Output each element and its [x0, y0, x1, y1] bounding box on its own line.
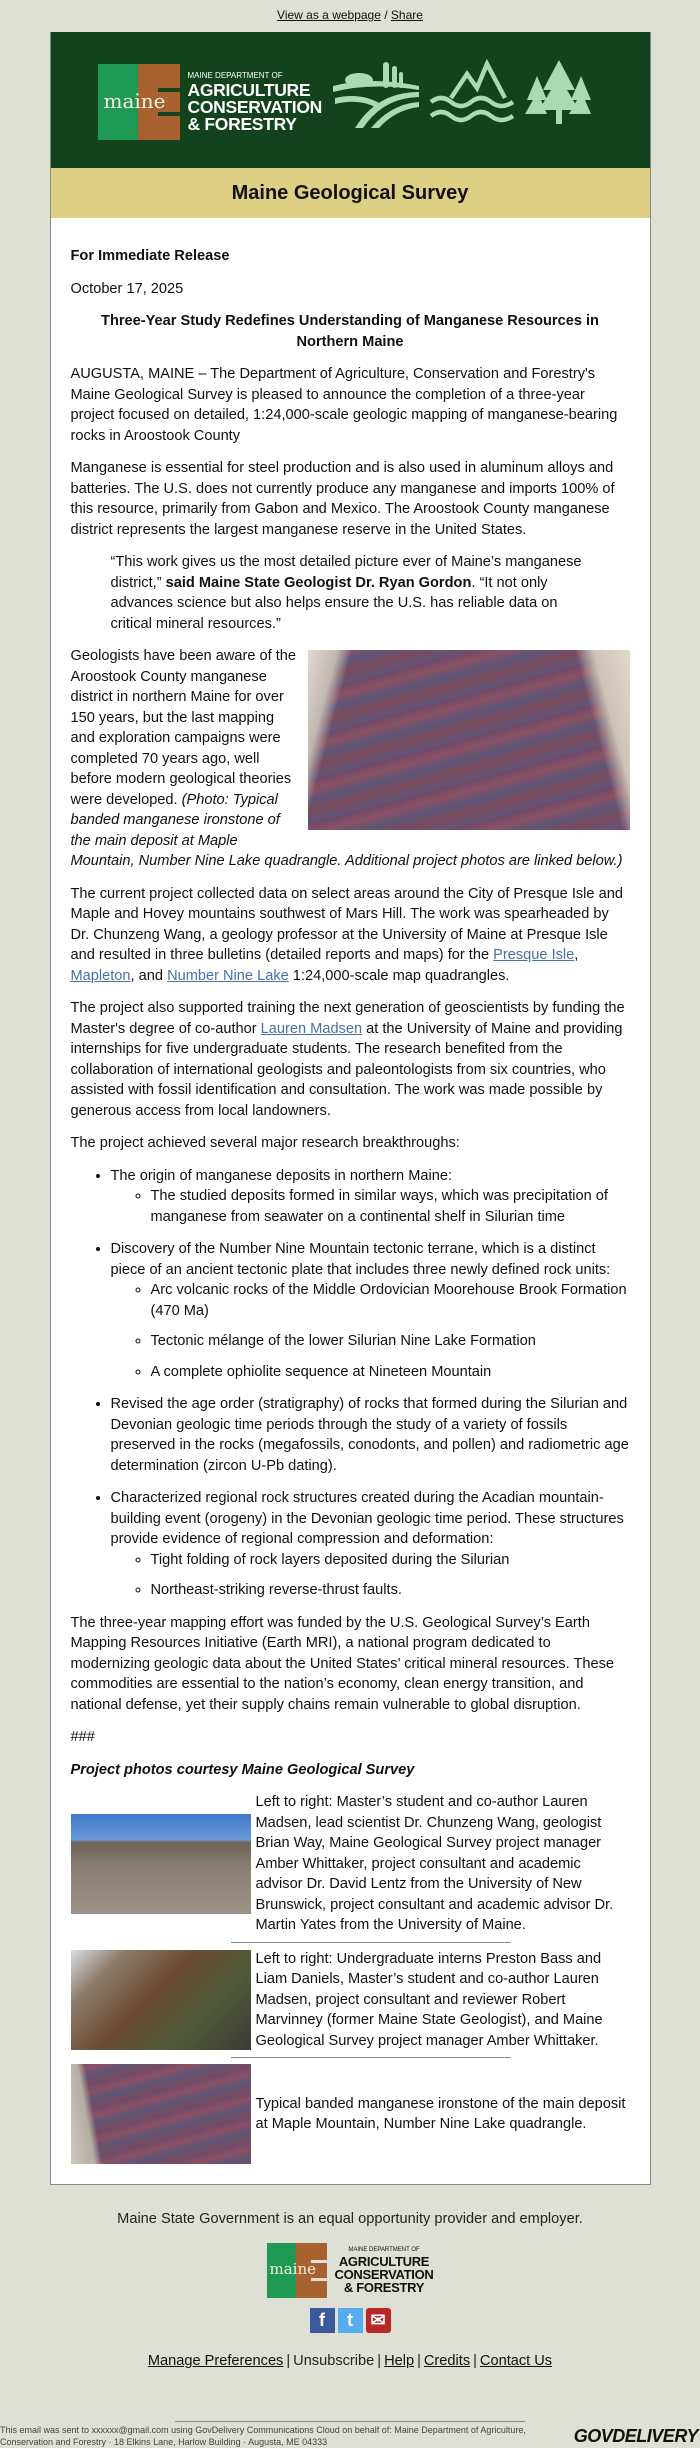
share-link[interactable]: Share — [390, 8, 423, 22]
mapleton-link[interactable]: Mapleton — [70, 967, 131, 984]
paragraph-history: Geologists have been aware of the Aroostook County manganese district in northern Maine for over 150 years, but the last mapping and exploration campaigns were completed 70 years ago, well before modern geological theories were developed. (Photo: Typical banded manganese ironstone of the main deposit at Maple Mountain, Number Nine Lake quadrangle. Additional project photos are linked below.) — [70, 648, 623, 869]
list-item: • The origin of manganese deposits in northern Maine: ◦ The studied deposits formed in similar ways, which was precipitation of manganese from seawater on a continental shelf in Silurian time — [111, 1166, 630, 1228]
farm-fields-icon — [331, 58, 421, 130]
paragraph-manganese-importance: Manganese is essential for steel production and is also used in aluminum alloys and batteries. The U.S. does not currently produce any manganese and imports 100% of this resource, primarily from Gabon and Mexico. The Aroostook County manganese district represents the largest manganese reserve in the United States. — [70, 460, 615, 538]
list-item: • Characterized regional rock structures created during the Acadian mountain-building event (orogeny) in the Devonian geologic time period. These structures provide evidence of regional compression and deformation: ◦ Tight folding of rock layers deposited during the Silurian ◦ Northeast-striking reverse-thrust faults. — [111, 1488, 630, 1601]
headline: Three-Year Study Redefines Understanding of Manganese Resources in Northern Maine — [101, 313, 599, 350]
dacf-logo[interactable] — [98, 64, 322, 140]
paragraph-intro: AUGUSTA, MAINE – The Department of Agriculture, Conservation and Forestry's Maine Geological Survey is pleased to announce the completion of a three-year project focused on detailed, 1:24,000-scale geologic mapping of manganese-bearing rocks in Aroostook County — [70, 366, 618, 444]
header-banner — [51, 32, 650, 168]
footer-dacf-logo[interactable] — [0, 2243, 700, 2298]
divider — [231, 1942, 511, 1943]
mountain-water-icon — [427, 58, 517, 130]
release-label: For Immediate Release — [70, 248, 230, 264]
govdelivery-logo[interactable]: GOVDELIVERY — [573, 2426, 698, 2446]
paragraph-breakthroughs-intro: The project achieved several major research breakthroughs: — [70, 1135, 460, 1151]
sub-list-item: ◦ Tight folding of rock layers deposited during the Silurian — [151, 1550, 630, 1571]
photo-caption: Typical banded manganese ironstone of the main deposit at Maple Mountain, Number Nine Lake quadrangle. — [255, 2095, 626, 2132]
footer-links: Manage Preferences | Unsubscribe | Help | Credits | Contact Us — [147, 2353, 553, 2369]
twitter-icon[interactable]: t — [338, 2308, 363, 2333]
fine-print — [0, 2422, 700, 2448]
end-mark: ### — [70, 1729, 95, 1745]
help-link[interactable]: Help — [384, 2353, 415, 2369]
breakthroughs-list — [71, 1166, 630, 1601]
paragraph-training: The project also supported training the next generation of geoscientists by funding the Master's degree of co-author Lauren Madsen at the University of Maine and providing internships for five undergraduate students. The research benefited from the collaboration of international geologists and paleontologists from six countries, who assisted with fossil identification and consultation. The work was made possible by generous access from local landowners. — [70, 1000, 625, 1119]
paragraph-funding: The three-year mapping effort was funded by the U.S. Geological Survey’s Earth Mapping Resources Initiative (Earth MRI), a national program dedicated to modernizing geologic data about the United States’ critical mineral resources. These commodities are essential to the nation’s economy, clean energy transition, and national defense, yet their supply chains remain vulnerable to global disruption. — [70, 1614, 615, 1713]
top-link-bar — [0, 0, 700, 32]
photo-row — [71, 2064, 630, 2164]
dept-name: MAINE DEPARTMENT OF AGRICULTURE CONSERVATION & FORESTRY — [334, 2247, 434, 2295]
photo-caption: Left to right: Undergraduate interns Preston Bass and Liam Daniels, Master’s student and co-author Lauren Madsen, project consultant and reviewer Robert Marvinney (former Maine State Geologist), and Maine Geological Survey project manager Amber Whittaker. — [255, 1950, 603, 2049]
sub-list-item: ◦ The studied deposits formed in similar ways, which was precipitation of manganese from seawater on a continental shelf in Silurian time — [151, 1186, 630, 1227]
footer — [0, 2185, 700, 2448]
photos-heading: Project photos courtesy Maine Geological Survey — [70, 1761, 415, 1778]
sub-list-item: ◦ Arc volcanic rocks of the Middle Ordovician Moorehouse Brook Formation (470 Ma) — [151, 1280, 630, 1321]
credits-link[interactable]: Credits — [423, 2353, 471, 2369]
team-photo-thumbnail[interactable] — [71, 1814, 251, 1914]
photo-caption: Left to right: Master’s student and co-author Lauren Madsen, lead scientist Dr. Chunzeng Wang, geologist Brian Way, Maine Geological Survey project manager Amber Whittaker, project consultant and academic advisor Dr. David Lentz from the University of New Brunswick, project consultant and academic advisor Dr. Martin Yates from the University of Maine. — [255, 1794, 614, 1933]
unsubscribe-link[interactable]: Unsubscribe — [293, 2353, 375, 2369]
photo-row — [71, 1949, 630, 2052]
pine-trees-icon — [523, 58, 595, 130]
sender-disclosure: This email was sent to xxxxxx@gmail.com using GovDelivery Communications Cloud on behalf of: Maine Department of Agriculture, Conservation and Forestry · 18 Elkins Lane, Harlow Building · Augusta, ME 04333 — [0, 2425, 526, 2447]
contact-us-link[interactable]: Contact Us — [479, 2353, 553, 2369]
number-nine-lake-link[interactable]: Number Nine Lake — [167, 967, 289, 984]
maine-me-logo-icon: maine — [98, 64, 180, 140]
photo-caption-inline: (Photo: Typical banded manganese ironstone of the main deposit at Maple Mountain, Number Nine Lake quadrangle. Additional project photos are linked below.) — [70, 791, 623, 869]
sub-list-item: ◦ Tectonic mélange of the lower Silurian Nine Lake Formation — [151, 1331, 630, 1352]
list-item: • Revised the age order (stratigraphy) of rocks that formed during the Silurian and Devonian geologic time periods through the study of a variety of fossils preserved in the rocks (megafossils, conodonts, and pollen) and radiometric age determination (zircon U-Pb dating). — [111, 1394, 630, 1476]
ironstone-photo-thumbnail[interactable] — [71, 2064, 251, 2164]
interns-photo-thumbnail[interactable] — [71, 1950, 251, 2050]
social-icons — [0, 2308, 700, 2333]
presque-isle-link[interactable]: Presque Isle — [493, 947, 575, 963]
sub-list-item: ◦ Northeast-striking reverse-thrust faults. — [151, 1580, 630, 1601]
dept-name: MAINE DEPARTMENT OF AGRICULTURE CONSERVATION & FORESTRY — [187, 70, 322, 134]
equal-opportunity-statement: Maine State Government is an equal opportunity provider and employer. — [117, 2211, 583, 2227]
manganese-ironstone-photo — [308, 650, 630, 830]
email-container — [50, 32, 651, 2185]
top-bar-separator: / — [380, 8, 391, 22]
facebook-icon[interactable]: f — [310, 2308, 335, 2333]
quote-attribution: said Maine State Geologist Dr. Ryan Gordon — [165, 574, 472, 591]
manage-preferences-link[interactable]: Manage Preferences — [147, 2353, 284, 2369]
photo-row — [71, 1792, 630, 1936]
sub-list-item: ◦ A complete ophiolite sequence at Nineteen Mountain — [151, 1362, 630, 1383]
header-icons — [331, 58, 595, 130]
list-item: • Discovery of the Number Nine Mountain tectonic terrane, which is a distinct piece of an ancient tectonic plate that includes three newly defined rock units: ◦ Arc volcanic rocks of the Middle Ordovician Moorehouse Brook Formation (470 Ma) ◦ Tectonic mélange of the lower Silurian Nine Lake Formation ◦ A complete ophiolite sequence at Nineteen Mountain — [111, 1239, 630, 1382]
quote-block: “This work gives us the most detailed picture ever of Maine’s manganese district,” said Maine State Geologist Dr. Ryan Gordon. “It not only advances science but also helps ensure the U.S. has reliable data on critical mineral resources.” — [110, 554, 582, 632]
paragraph-current-project: The current project collected data on select areas around the City of Presque Isle and Maple and Hovey mountains southwest of Mars Hill. The work was spearheaded by Dr. Chunzeng Wang, a geology professor at the University of Maine at Presque Isle and resulted in three bulletins (detailed reports and maps) for the Presque Isle, Mapleton, and Number Nine Lake 1:24,000-scale map quadrangles. — [70, 885, 623, 984]
maine-me-logo-icon: maine — [267, 2243, 327, 2298]
divider — [231, 2057, 511, 2058]
lauren-madsen-link[interactable]: Lauren Madsen — [260, 1020, 363, 1037]
email-icon[interactable]: ✉ — [366, 2308, 391, 2333]
press-release-body — [51, 218, 650, 2184]
view-as-webpage-link[interactable]: View as a webpage — [277, 8, 381, 22]
release-date: October 17, 2025 — [70, 280, 184, 297]
page-title: Maine Geological Survey — [51, 168, 650, 218]
